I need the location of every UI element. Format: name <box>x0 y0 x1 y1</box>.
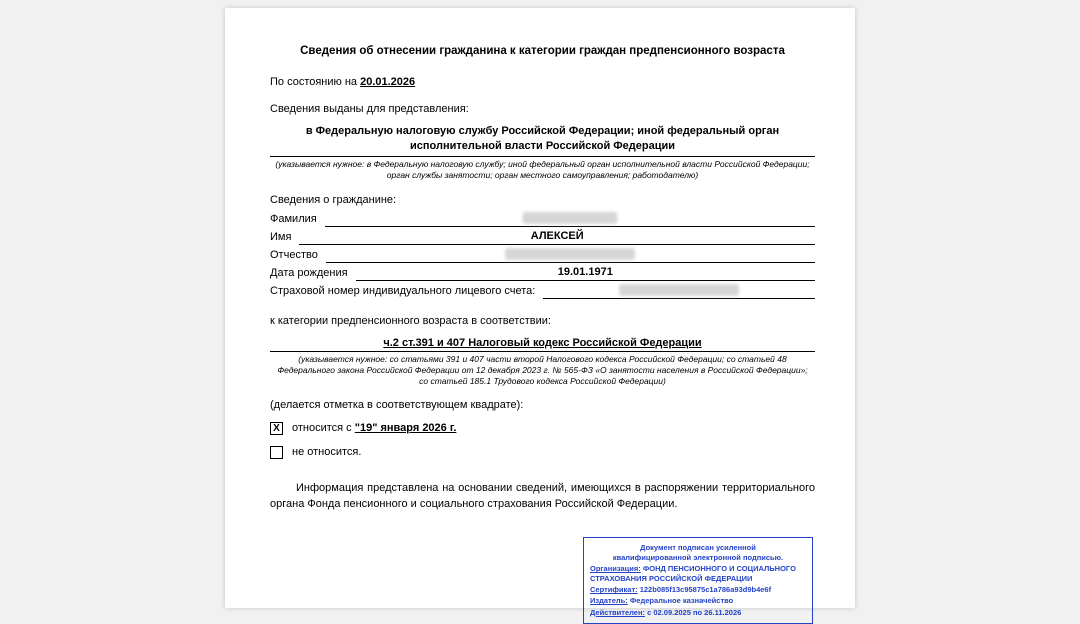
option-relates-label <box>292 422 456 434</box>
field-label-firstname: Имя <box>270 230 292 243</box>
firstname-value: АЛЕКСЕЙ <box>530 229 584 242</box>
field-row-birthdate <box>270 265 815 281</box>
document-title: Сведения об отнесении гражданина к категории граждан предпенсионного возраста <box>300 45 785 57</box>
signature-stamp <box>583 537 813 624</box>
stamp-organization-value: ФОНД ПЕНСИОННОГО И СОЦИАЛЬНОГО СТРАХОВАНИЯ РОССИЙСКОЙ ФЕДЕРАЦИИ <box>590 564 796 584</box>
field-label-patronymic: Отчество <box>270 248 318 261</box>
stamp-row-validity <box>590 608 806 618</box>
destination-text: в Федеральную налоговую службу Российской Федерации; иной федеральный орган исполнительной власти Российской Федерации <box>270 124 815 157</box>
destination-hint: (указывается нужное: в Федеральную налоговую службу; иной федеральный орган исполнительной власти Российской Федерации; орган службы занятости; орган местного самоуправления; работодателю) <box>275 158 810 180</box>
option-not-relates-label: не относится. <box>292 446 362 459</box>
as-of-label: По состоянию на <box>270 75 358 88</box>
field-value-line <box>325 210 815 227</box>
stamp-certificate-label: Сертификат: <box>590 585 638 595</box>
field-row-patronymic <box>270 247 815 263</box>
citizen-section-label: Сведения о гражданине: <box>270 193 397 206</box>
field-row-firstname <box>270 229 815 245</box>
category-section-label: к категории предпенсионного возраста в соответствии: <box>270 314 551 327</box>
field-value-line <box>326 246 815 263</box>
mark-note: (делается отметка в соответствующем квадрате): <box>270 398 524 411</box>
stamp-row-issuer <box>590 596 806 606</box>
option-relates <box>270 422 815 435</box>
issued-for-label: Сведения выданы для представления: <box>270 102 469 115</box>
stamp-row-certificate <box>590 585 806 595</box>
checkbox-relates[interactable]: X <box>270 422 283 435</box>
stamp-validity-value: с 02.09.2025 по 26.11.2026 <box>647 607 742 617</box>
option-not-relates <box>270 446 815 459</box>
stamp-organization-label: Организация: <box>590 564 641 574</box>
redacted-patronymic-value <box>505 248 635 260</box>
stamp-header: Документ подписан усиленной квалифицированной электронной подписью. <box>612 542 784 562</box>
stamp-validity-label: Действителен: <box>590 607 645 617</box>
option-relates-date: "19" января 2026 г. <box>354 422 457 435</box>
field-value-line <box>543 282 815 299</box>
stamp-issuer-value: Федеральное казначейство <box>629 596 734 606</box>
field-label-surname: Фамилия <box>270 212 317 225</box>
as-of-line <box>270 76 815 88</box>
stamp-certificate-value: 122b085f13c95875c1a786a93d9b4e6f <box>639 585 772 595</box>
category-basis-text: ч.2 ст.391 и 407 Налоговый кодекс Российской Федерации <box>383 336 702 349</box>
field-label-birthdate: Дата рождения <box>270 266 348 279</box>
category-basis <box>270 337 815 352</box>
field-row-snils <box>270 283 815 299</box>
field-row-surname <box>270 211 815 227</box>
stamp-row-organization <box>590 564 806 584</box>
as-of-date: 20.01.2026 <box>360 75 416 88</box>
option-relates-text: относится с <box>292 422 352 435</box>
redacted-surname-value <box>522 212 617 224</box>
checkbox-not-relates[interactable] <box>270 446 283 459</box>
field-value-line <box>356 264 815 281</box>
birthdate-value: 19.01.1971 <box>557 265 613 278</box>
redacted-snils-value <box>619 284 739 296</box>
category-hint: (указывается нужное: со статьями 391 и 407 части второй Налогового кодекса Российской Федерации; со статьей 48 Федерального закона Российской Федерации от 12 декабря 2023 г. № 565-ФЗ «О занятости населения в Российской Федерации»; со статьей 185.1 Трудового кодекса Российской Федерации) <box>277 353 808 386</box>
field-value-line <box>299 228 815 245</box>
stamp-issuer-label: Издатель: <box>590 596 628 606</box>
field-label-snils: Страховой номер индивидуального лицевого счета: <box>270 284 536 297</box>
footer-note: Информация представлена на основании сведений, имеющихся в распоряжении территориального органа Фонда пенсионного и социального страхования Российской Федерации. <box>270 481 815 511</box>
document-page <box>225 8 855 617</box>
